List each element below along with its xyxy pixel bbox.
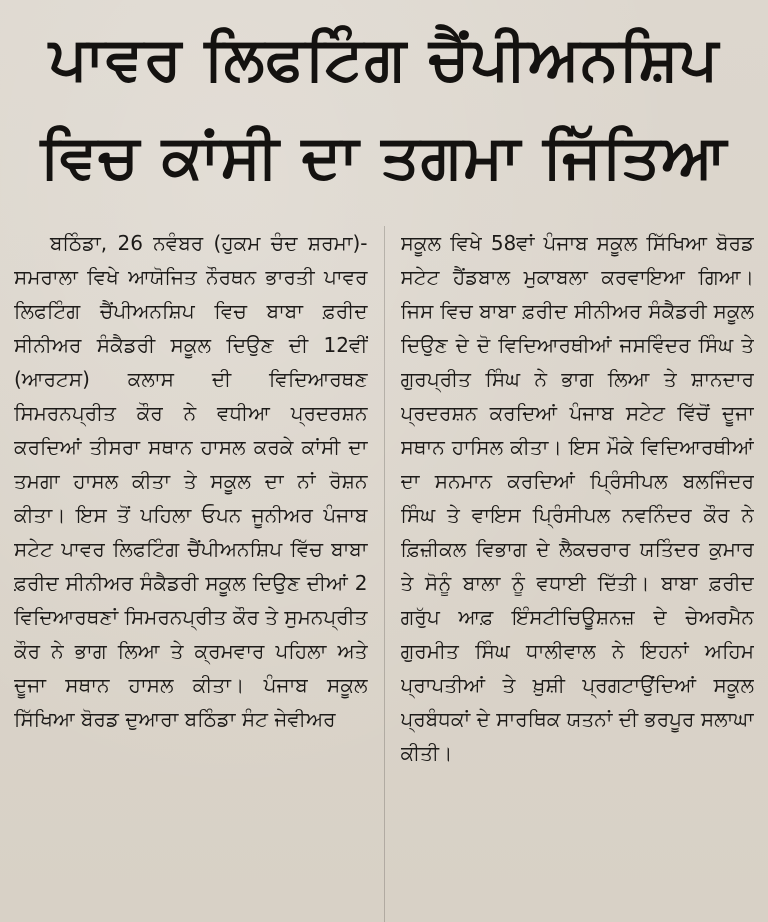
article-body [14,226,754,922]
article-column-right [401,226,755,922]
article-paragraph-left: ਬਠਿੰਡਾ, 26 ਨਵੰਬਰ (ਹੁਕਮ ਚੰਦ ਸ਼ਰਮਾ)- ਸਮਰਾਲਾ ਵਿਖੇ ਆਯੋਜਿਤ ਨੌਰਥਨ ਭਾਰਤੀ ਪਾਵਰ ਲਿਫਟਿੰਗ ਚੈਂਪੀਅਨਸ਼ਿਪ ਵਿਚ ਬਾਬਾ ਫ਼ਰੀਦ ਸੀਨੀਅਰ ਸੰਕੈਡਰੀ ਸਕੂਲ ਦਿਉਣ ਦੀ 12ਵੀਂ (ਆਰਟਸ) ਕਲਾਸ ਦੀ ਵਿਦਿਆਰਥਣ ਸਿਮਰਨਪ੍ਰੀਤ ਕੌਰ ਨੇ ਵਧੀਆ ਪ੍ਰਦਰਸ਼ਨ ਕਰਦਿਆਂ ਤੀਸਰਾ ਸਥਾਨ ਹਾਸਲ ਕਰਕੇ ਕਾਂਸੀ ਦਾ ਤਮਗਾ ਹਾਸਲ ਕੀਤਾ ਤੇ ਸਕੂਲ ਦਾ ਨਾਂ ਰੋਸ਼ਨ ਕੀਤਾ। ਇਸ ਤੋਂ ਪਹਿਲਾ ਓਪਨ ਜੂਨੀਅਰ ਪੰਜਾਬ ਸਟੇਟ ਪਾਵਰ ਲਿਫਟਿੰਗ ਚੈਂਪੀਅਨਸ਼ਿਪ ਵਿੱਚ ਬਾਬਾ ਫ਼ਰੀਦ ਸੀਨੀਅਰ ਸੰਕੈਡਰੀ ਸਕੂਲ ਦਿਉਣ ਦੀਆਂ 2 ਵਿਦਿਆਰਥਣਾਂ ਸਿਮਰਨਪ੍ਰੀਤ ਕੌਰ ਤੇ ਸੁਮਨਪ੍ਰੀਤ ਕੌਰ ਨੇ ਭਾਗ ਲਿਆ ਤੇ ਕ੍ਰਮਵਾਰ ਪਹਿਲਾ ਅਤੇ ਦੂਜਾ ਸਥਾਨ ਹਾਸਲ ਕੀਤਾ। ਪੰਜਾਬ ਸਕੂਲ ਸਿੱਖਿਆ ਬੋਰਡ ਦੁਆਰਾ ਬਠਿੰਡਾ ਸੰਟ ਜੇਵੀਅਰ [14,231,368,731]
headline-line-1: ਪਾਵਰ ਲਿਫਟਿੰਗ ਚੈਂਪੀਅਨਸ਼ਿਪ [48,24,720,94]
article-column-left [14,226,368,922]
headline-line-2: ਵਿਚ ਕਾਂਸੀ ਦਾ ਤਗਮਾ ਜਿੱਤਿਆ [40,122,728,192]
article-paragraph-right: ਸਕੂਲ ਵਿਖੇ 58ਵਾਂ ਪੰਜਾਬ ਸਕੂਲ ਸਿੱਖਿਆ ਬੋਰਡ ਸਟੇਟ ਹੈਂਡਬਾਲ ਮੁਕਾਬਲਾ ਕਰਵਾਇਆ ਗਿਆ। ਜਿਸ ਵਿਚ ਬਾਬਾ ਫ਼ਰੀਦ ਸੀਨੀਅਰ ਸੰਕੈਡਰੀ ਸਕੂਲ ਦਿਉਣ ਦੇ ਦੋ ਵਿਦਿਆਰਥੀਆਂ ਜਸਵਿੰਦਰ ਸਿੰਘ ਤੇ ਗੁਰਪ੍ਰੀਤ ਸਿੰਘ ਨੇ ਭਾਗ ਲਿਆ ਤੇ ਸ਼ਾਨਦਾਰ ਪ੍ਰਦਰਸ਼ਨ ਕਰਦਿਆਂ ਪੰਜਾਬ ਸਟੇਟ ਵਿੱਚੋਂ ਦੂਜਾ ਸਥਾਨ ਹਾਸਿਲ ਕੀਤਾ। ਇਸ ਮੌਕੇ ਵਿਦਿਆਰਥੀਆਂ ਦਾ ਸਨਮਾਨ ਕਰਦਿਆਂ ਪ੍ਰਿੰਸੀਪਲ ਬਲਜਿੰਦਰ ਸਿੰਘ ਤੇ ਵਾਇਸ ਪ੍ਰਿੰਸੀਪਲ ਨਵਨਿੰਦਰ ਕੌਰ ਨੇ ਫ਼ਿਜ਼ੀਕਲ ਵਿਭਾਗ ਦੇ ਲੈਕਚਰਾਰ ਯਤਿੰਦਰ ਕੁਮਾਰ ਤੇ ਸੋਨੂੰ ਬਾਲਾ ਨੂੰ ਵਧਾਈ ਦਿੱਤੀ। ਬਾਬਾ ਫ਼ਰੀਦ ਗਰੁੱਪ ਆਫ਼ ਇੰਸਟੀਚਿਊਸ਼ਨਜ਼ ਦੇ ਚੇਅਰਮੈਨ ਗੁਰਮੀਤ ਸਿੰਘ ਧਾਲੀਵਾਲ ਨੇ ਇਹਨਾਂ ਅਹਿਮ ਪ੍ਰਾਪਤੀਆਂ ਤੇ ਖ਼ੁਸ਼ੀ ਪ੍ਰਗਟਾਉਂਦਿਆਂ ਸਕੂਲ ਪ੍ਰਬੰਧਕਾਂ ਦੇ ਸਾਰਥਿਕ ਯਤਨਾਂ ਦੀ ਭਰਪੂਰ ਸਲਾਘਾ ਕੀਤੀ। [400,231,754,765]
column-divider [384,226,385,922]
